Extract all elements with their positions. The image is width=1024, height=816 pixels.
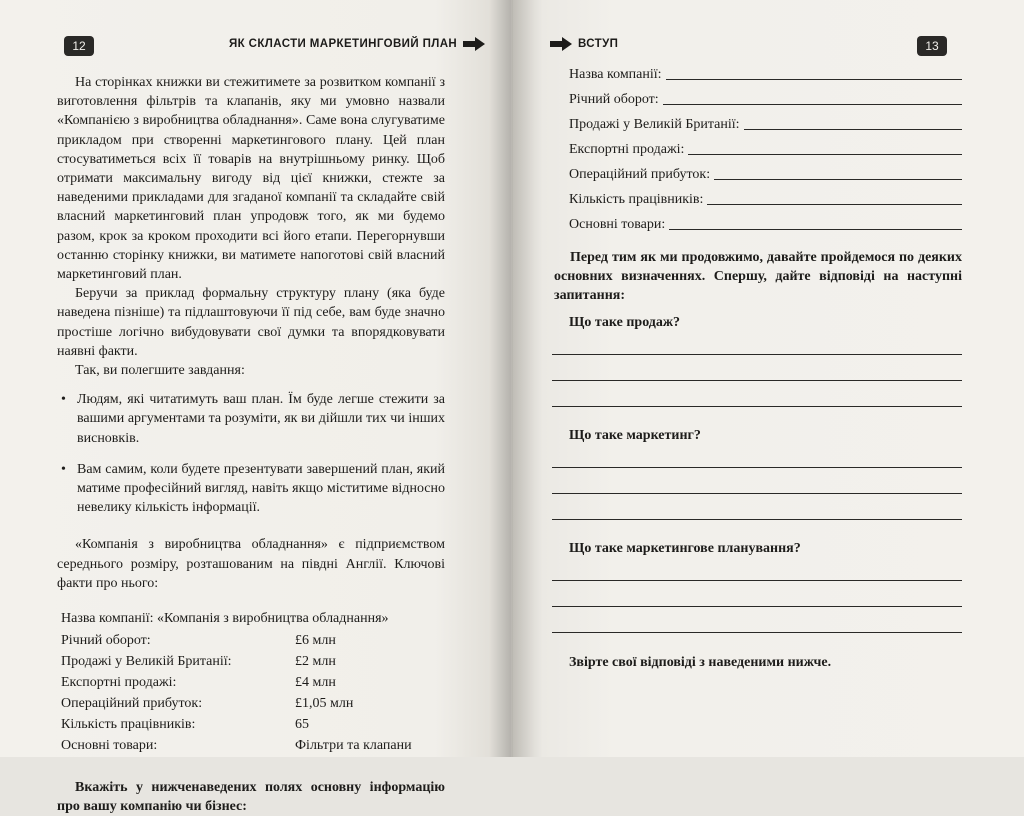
- page-number-left: 12: [64, 36, 94, 56]
- employee-count-field[interactable]: [569, 183, 962, 208]
- fill-line: [663, 103, 962, 105]
- paragraph-structure: Беручи за приклад формальну структуру плану (яка буде наведена пізніше) та підлаштовуючи її під себе, вам буде значно простіше логічно вибудовувати свої думки та впорядковувати наявні факти.: [57, 286, 445, 359]
- annual-turnover-field[interactable]: [569, 83, 962, 108]
- fact-row: [61, 693, 445, 714]
- answer-line[interactable]: [552, 606, 962, 607]
- fact-label: Експортні продажі:: [61, 675, 177, 691]
- check-answers-note: Звірте свої відповіді з наведеними нижче.: [569, 655, 832, 670]
- running-head-right: [550, 34, 618, 54]
- paragraph-intro: На сторінках книжки ви стежитимете за розвитком компанії з виготовлення фільтрів та клапанів, яку ми умовно назвали «Компанією з виробництва обладнання». Саме вона слугуватиме прикладом при створенні маркетингового плану. Цей план стосуватиметься всіх її товарів на внутрішньому ринку. Щоб отримати максимальну вигоду від цієї книжки, стежте за наведеними прикладами для згаданої компанії та складайте свій власний маркетинговий план упродовж того, як ми будемо разом, крок за кроком проходити всі його етапи. Перегорнувши останню сторінку книжки, ви матимете напоготові свій власний маркетинговий план.: [57, 75, 445, 283]
- running-head-left: [229, 34, 485, 54]
- field-label: Назва компанії:: [569, 67, 662, 82]
- facts-title: Назва компанії: «Компанія з виробництва обладнання»: [61, 611, 389, 627]
- main-products-field[interactable]: [569, 208, 962, 233]
- answer-line[interactable]: [552, 580, 962, 581]
- list-item: • Вам самим, коли будете презентувати завершений план, який матиме професійний вигляд, навіть якщо міститиме відносно невелику кількість інформації.: [57, 460, 445, 518]
- definitions-intro: Перед тим як ми продовжимо, давайте пройдемося по деяких основних визначеннях. Спершу, дайте відповіді на наступні запитання:: [554, 250, 962, 304]
- fact-value: £1,05 млн: [295, 696, 354, 712]
- fact-value: £4 млн: [295, 675, 336, 691]
- fact-value: £6 млн: [295, 633, 336, 649]
- fact-row: [61, 651, 445, 672]
- field-label: Операційний прибуток:: [569, 167, 711, 182]
- fact-row: [61, 735, 445, 756]
- fill-line: [714, 178, 962, 180]
- left-page: [0, 0, 512, 815]
- fact-value: £2 млн: [295, 654, 336, 670]
- paragraph-instruction: Вкажіть у нижченаведених полях основну інформацію про вашу компанію чи бізнес:: [57, 780, 445, 815]
- answer-line[interactable]: [552, 406, 962, 407]
- fill-line: [669, 228, 962, 230]
- fact-label: Кількість працівників:: [61, 717, 196, 733]
- fact-row: [61, 672, 445, 693]
- question-marketing-planning: Що таке маркетингове планування?: [569, 541, 801, 556]
- field-label: Продажі у Великій Британії:: [569, 117, 740, 132]
- arrow-right-icon: [550, 37, 572, 51]
- question-sales: Що таке продаж?: [569, 315, 681, 330]
- fill-line: [744, 128, 962, 130]
- left-body: [57, 73, 445, 816]
- field-label: Річний оборот:: [569, 92, 659, 107]
- benefits-list: [57, 390, 445, 517]
- fact-value: 65: [295, 717, 309, 733]
- field-label: Експортні продажі:: [569, 142, 685, 157]
- list-item: • Людям, які читатимуть ваш план. Їм буде легше стежити за вашими аргументами та розуміти, як ви дійшли тих чи інших висновків.: [57, 390, 445, 448]
- answer-line[interactable]: [552, 354, 962, 355]
- answer-line[interactable]: [552, 519, 962, 520]
- arrow-right-icon: [463, 37, 485, 51]
- fact-label: Операційний прибуток:: [61, 696, 203, 712]
- fill-line: [688, 153, 962, 155]
- answer-line[interactable]: [552, 493, 962, 494]
- fact-label: Річний оборот:: [61, 633, 151, 649]
- answer-line[interactable]: [552, 467, 962, 468]
- fact-value: Фільтри та клапани: [295, 738, 412, 754]
- fill-line: [707, 203, 962, 205]
- field-label: Основні товари:: [569, 217, 666, 232]
- paragraph-company: «Компанія з виробництва обладнання» є підприємством середнього розміру, розташованим на півдні Англії. Ключові факти про нього:: [57, 537, 445, 591]
- fact-row: [61, 714, 445, 735]
- book-gutter: [489, 0, 535, 757]
- question-marketing: Що таке маркетинг?: [569, 428, 701, 443]
- answer-line[interactable]: [552, 632, 962, 633]
- field-label: Кількість працівників:: [569, 192, 704, 207]
- paragraph-task: Так, ви полегшите завдання:: [75, 363, 245, 379]
- fact-label: Продажі у Великій Британії:: [61, 654, 232, 670]
- uk-sales-field[interactable]: [569, 108, 962, 133]
- fact-row: [61, 630, 445, 651]
- running-head-right-text: ВСТУП: [578, 38, 619, 50]
- page-number-right: 13: [917, 36, 947, 56]
- company-form: [569, 58, 962, 233]
- fill-line: [666, 78, 962, 80]
- answer-line[interactable]: [552, 380, 962, 381]
- company-name-field[interactable]: [569, 58, 962, 83]
- company-facts: [61, 607, 445, 756]
- fact-label: Основні товари:: [61, 738, 158, 754]
- running-head-left-text: ЯК СКЛАСТИ МАРКЕТИНГОВИЙ ПЛАН: [229, 38, 458, 50]
- operating-profit-field[interactable]: [569, 158, 962, 183]
- export-sales-field[interactable]: [569, 133, 962, 158]
